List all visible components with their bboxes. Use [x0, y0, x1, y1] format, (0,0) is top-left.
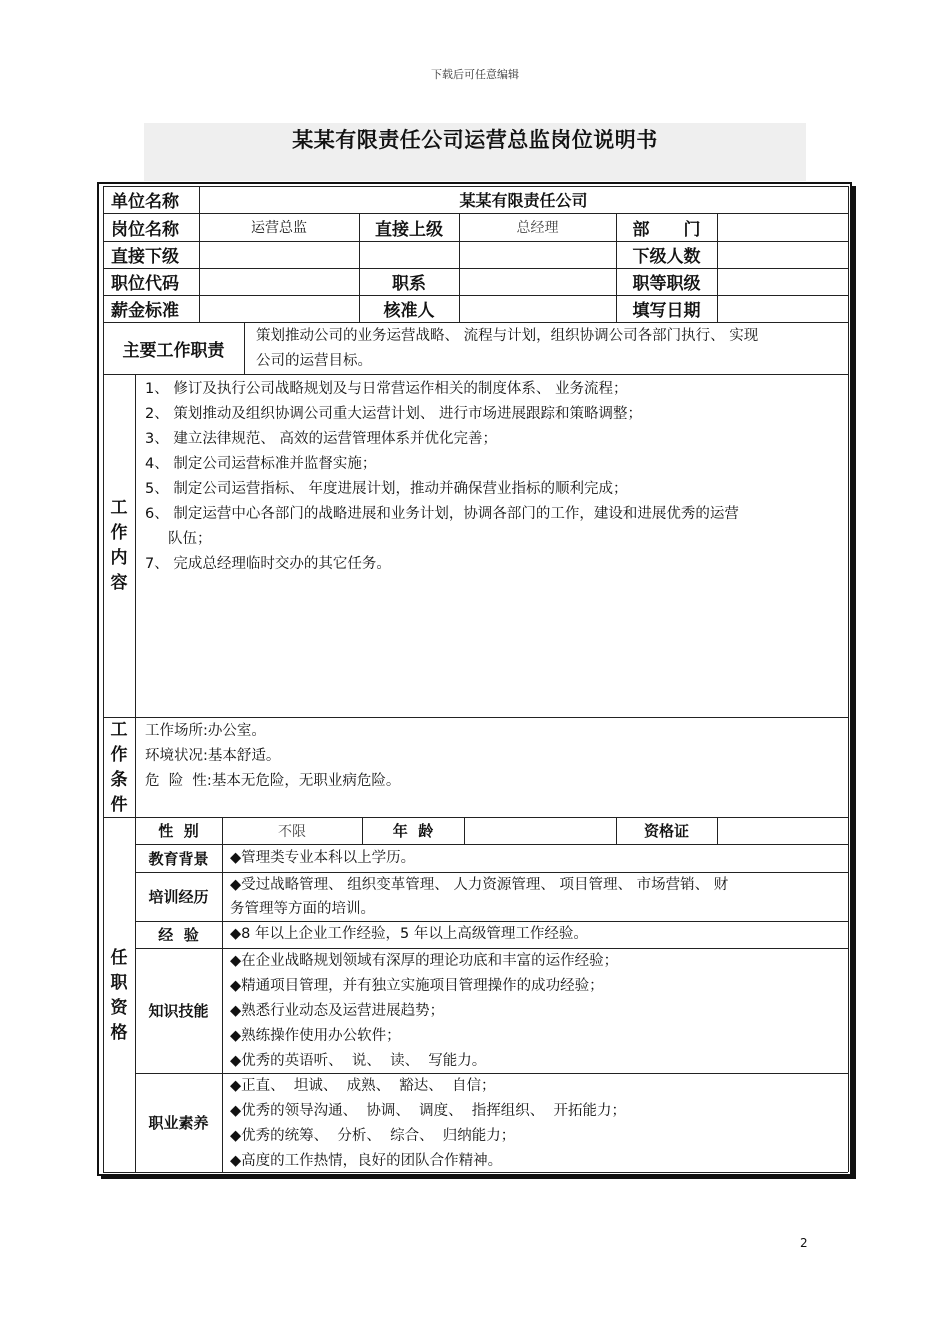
main-duty-line-1: 策划推动公司的业务运营战略、 流程与计划，组织协调公司各部门执行、 实现	[256, 328, 759, 344]
table-shadow-bottom	[101, 1176, 856, 1179]
knowledge-skills-label: 知识技能	[148, 1002, 209, 1020]
job-series-label: 职系	[392, 274, 426, 294]
work-item-5: 5、 制定公司运营指标、 年度进展计划，推动并确保营业指标的顺利完成；	[145, 481, 628, 497]
subordinate-label: 直接下级	[111, 247, 179, 267]
work-item-3: 3、 建立法律规范、 高效的运营管理体系并优化完善；	[145, 431, 497, 447]
workplace-text: 工作场所:办公室。	[145, 723, 266, 739]
qualification-label: 任 职 资 格	[110, 948, 128, 1043]
position-code-label: 职位代码	[111, 274, 179, 294]
work-item-7: 7、 完成总经理临时交办的其它任务。	[145, 556, 391, 572]
salary-standard-label: 薪金标准	[111, 301, 179, 321]
superior-value: 总经理	[516, 220, 559, 236]
training-label: 培训经历	[148, 888, 209, 906]
knowledge-item-5: ◆优秀的英语听、 说、 读、 写能力。	[230, 1053, 487, 1069]
work-item-6-cont: 队伍；	[145, 531, 212, 547]
environment-text: 环境状况:基本舒适。	[145, 748, 281, 764]
training-line-2: 务管理等方面的培训。	[230, 901, 375, 917]
approver-label: 核准人	[383, 301, 435, 321]
training-line-1: ◆受过战略管理、 组织变革管理、 人力资源管理、 项目管理、 市场营销、 财	[230, 877, 729, 893]
document-title: 某某有限责任公司运营总监岗位说明书	[292, 128, 658, 152]
page-number: 2	[800, 1236, 808, 1250]
job-description-table	[103, 186, 848, 1172]
education-label: 教育背景	[148, 849, 209, 868]
post-name-value: 运营总监	[251, 220, 307, 236]
grade-level-label: 职等职级	[632, 274, 701, 294]
quality-item-1: ◆正直、 坦诚、 成熟、 豁达、 自信；	[230, 1078, 496, 1094]
main-duty-line-2: 公司的运营目标。	[256, 353, 372, 369]
unit-name-value: 某某有限责任公司	[459, 191, 588, 210]
work-item-4: 4、 制定公司运营标准并监督实施；	[145, 456, 377, 472]
quality-item-3: ◆优秀的统筹、 分析、 综合、 归纳能力；	[230, 1128, 516, 1144]
main-duty-label: 主要工作职责	[122, 340, 225, 361]
professional-quality-label: 职业素养	[148, 1114, 209, 1132]
age-label: 年 龄	[392, 822, 434, 840]
table-shadow-right	[852, 186, 856, 1178]
gender-value: 不限	[278, 823, 306, 840]
fill-date-label: 填写日期	[632, 301, 701, 321]
education-text: ◆管理类专业本科以上学历。	[230, 850, 416, 866]
work-item-2: 2、 策划推动及组织协调公司重大运营计划、 进行市场进展跟踪和策略调整；	[145, 406, 642, 422]
risk-text: 危 险 性:基本无危险，无职业病危险。	[145, 773, 401, 789]
experience-text: ◆8 年以上企业工作经验，5 年以上高级管理工作经验。	[230, 926, 588, 942]
department-value	[717, 213, 848, 241]
work-item-6: 6、 制定运营中心各部门的战略进展和业务计划，协调各部门的工作，建设和进展优秀的运营	[145, 506, 739, 522]
knowledge-item-2: ◆精通项目管理，并有独立实施项目管理操作的成功经验；	[230, 978, 604, 994]
knowledge-item-1: ◆在企业战略规划领域有深厚的理论功底和丰富的运作经验；	[230, 953, 619, 969]
unit-name-label: 单位名称	[111, 192, 179, 212]
work-content-label: 工 作 内 容	[110, 498, 128, 593]
certificate-label: 资格证	[643, 822, 689, 840]
superior-label: 直接上级	[375, 219, 443, 240]
knowledge-item-4: ◆熟练操作使用办公软件；	[230, 1028, 401, 1044]
certificate-value	[717, 817, 848, 844]
gender-label: 性 别	[158, 822, 199, 840]
quality-item-2: ◆优秀的领导沟通、 协调、 调度、 指挥组织、 开拓能力；	[230, 1103, 627, 1119]
work-item-1: 1、 修订及执行公司战略规划及与日常营运作相关的制度体系、 业务流程；	[145, 381, 628, 397]
knowledge-item-3: ◆熟悉行业动态及运营进展趋势；	[230, 1003, 445, 1019]
post-name-label: 岗位名称	[111, 219, 179, 240]
age-value	[464, 817, 616, 844]
department-label: 部 门	[632, 219, 701, 240]
header-note: 下载后可任意编辑	[431, 68, 519, 81]
subordinate-count-label: 下级人数	[632, 247, 701, 267]
experience-label: 经 验	[158, 926, 199, 944]
work-conditions-label: 工 作 条 件	[110, 720, 128, 815]
quality-item-4: ◆高度的工作热情，良好的团队合作精神。	[230, 1153, 503, 1169]
